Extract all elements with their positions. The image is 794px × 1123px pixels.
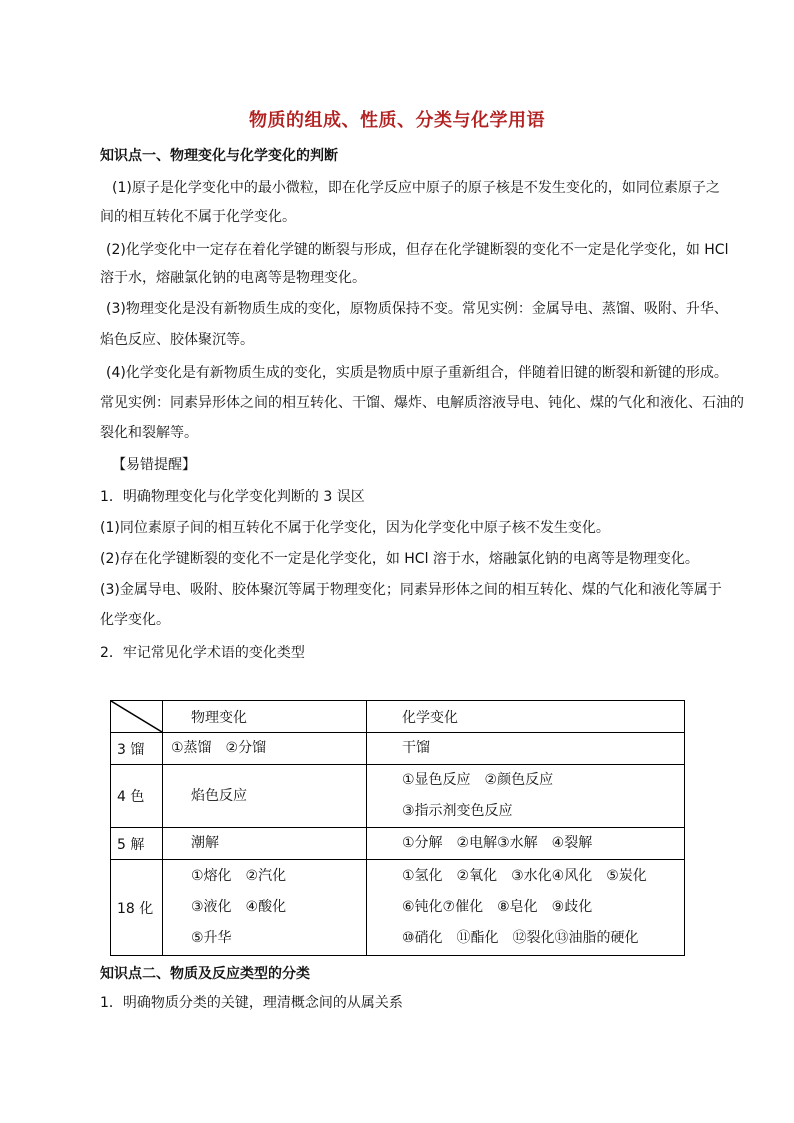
cell-text: ①蒸馏 ②分馏 xyxy=(171,740,267,756)
paragraph-line: 焰色反应、胶体聚沉等。 xyxy=(100,332,254,348)
physical-cell xyxy=(163,765,367,828)
change-type-table xyxy=(110,700,685,956)
chemical-cell xyxy=(367,828,685,860)
cell-text: ⑤升华 xyxy=(191,930,232,946)
paragraph-line: (4)化学变化是有新物质生成的变化，实质是物质中原子重新组合，伴随着旧键的断裂和新键的形成。 xyxy=(106,365,728,381)
tip1-title: 1．明确物理变化与化学变化判断的 3 误区 xyxy=(100,489,365,505)
paragraph-line: 常见实例：同素异形体之间的相互转化、干馏、爆炸、电解质溶液导电、钝化、煤的气化和液化、石油的 xyxy=(100,395,744,411)
cell-text: ①熔化 ②汽化 xyxy=(191,868,287,884)
tip1-item: (2)存在化学键断裂的变化不一定是化学变化，如 HCl 溶于水，熔融氯化钠的电离等是物理变化。 xyxy=(100,551,699,567)
cell-text: ①分解 ②电解③水解 ④裂解 xyxy=(402,835,593,851)
table-row xyxy=(111,765,685,828)
row-label: 3 馏 xyxy=(111,733,163,765)
tip1-item: (3)金属导电、吸附、胶体聚沉等属于物理变化；同素异形体之间的相互转化、煤的气化和液化等属于 xyxy=(100,582,722,598)
page-title: 物质的组成、性质、分类与化学用语 xyxy=(249,110,545,131)
paragraph-line: (3)物理变化是没有新物质生成的变化，原物质保持不变。常见实例：金属导电、蒸馏、吸附、升华、 xyxy=(106,301,728,317)
row-label: 4 色 xyxy=(111,765,163,828)
cell-text: 焰色反应 xyxy=(191,787,247,804)
physical-cell xyxy=(163,828,367,860)
table-row xyxy=(111,733,685,765)
section2-line: 1．明确物质分类的关键，理清概念间的从属关系 xyxy=(100,995,403,1011)
table-row xyxy=(111,828,685,860)
header-chemical: 化学变化 xyxy=(367,701,685,733)
tip-heading: 【易错提醒】 xyxy=(112,457,196,473)
paragraph-line: (2)化学变化中一定存在着化学键的断裂与形成，但存在化学键断裂的变化不一定是化学变化，如 HCl xyxy=(106,242,729,258)
table-header-row xyxy=(111,701,685,733)
paragraph-line: 间的相互转化不属于化学变化。 xyxy=(100,209,296,225)
header-physical: 物理变化 xyxy=(163,701,367,733)
table-row xyxy=(111,860,685,956)
cell-text: ③液化 ④酸化 xyxy=(191,899,287,915)
physical-cell xyxy=(163,733,367,765)
cell-text: 干馏 xyxy=(402,740,430,756)
section1-heading: 知识点一、物理变化与化学变化的判断 xyxy=(100,148,338,164)
cell-text: ③指示剂变色反应 xyxy=(402,803,513,819)
tip2-title: 2．牢记常见化学术语的变化类型 xyxy=(100,645,305,661)
physical-cell xyxy=(163,860,367,956)
cell-text: ①显色反应 ②颜色反应 xyxy=(402,772,554,788)
row-label: 5 解 xyxy=(111,828,163,860)
paragraph-line: 溶于水，熔融氯化钠的电离等是物理变化。 xyxy=(100,270,366,286)
paragraph-line: 裂化和裂解等。 xyxy=(100,425,198,441)
chemical-cell xyxy=(367,733,685,765)
row-label: 18 化 xyxy=(111,860,163,956)
cell-text: ①氢化 ②氧化 ③水化④风化 ⑤炭化 xyxy=(402,868,647,884)
chemical-cell xyxy=(367,765,685,828)
tip1-item: 化学变化。 xyxy=(100,612,170,628)
section2-heading: 知识点二、物质及反应类型的分类 xyxy=(100,966,310,982)
chemical-cell xyxy=(367,860,685,956)
paragraph-line: (1)原子是化学变化中的最小微粒，即在化学反应中原子的原子核是不发生变化的，如同位素原子之 xyxy=(112,180,720,196)
cell-text: ⑥钝化⑦催化 ⑧皂化 ⑨歧化 xyxy=(402,899,593,915)
cell-text: ⑩硝化 ⑪酯化 ⑫裂化⑬油脂的硬化 xyxy=(402,930,639,946)
cell-text: 潮解 xyxy=(191,835,219,851)
diagonal-header-cell xyxy=(111,701,163,733)
tip1-item: (1)同位素原子间的相互转化不属于化学变化，因为化学变化中原子核不发生变化。 xyxy=(100,520,610,536)
